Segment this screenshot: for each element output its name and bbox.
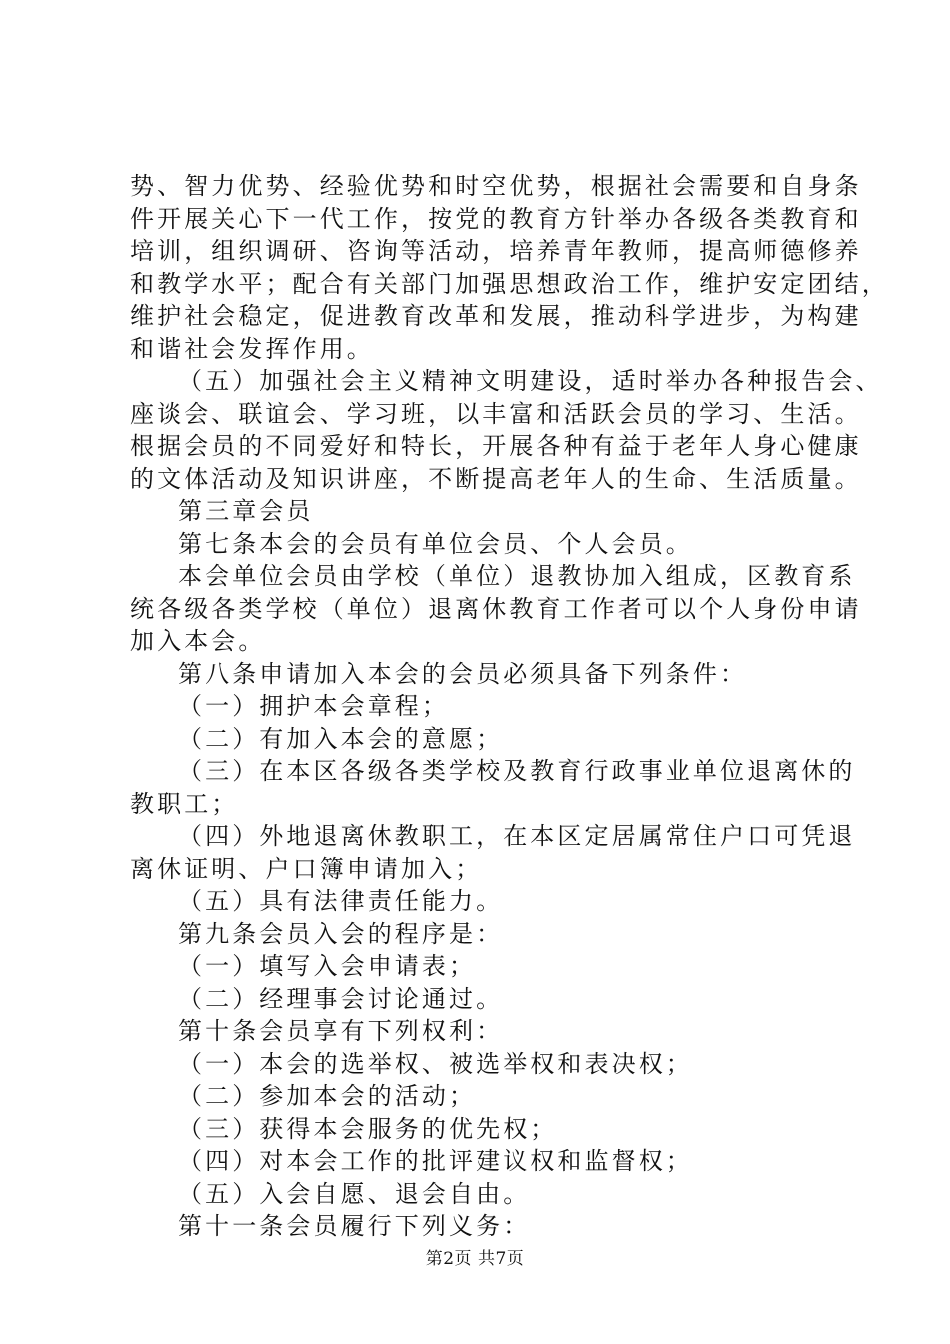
text-line: （二）经理事会讨论通过。 (178, 984, 504, 1013)
text-line: 根据会员的不同爱好和特长，开展各种有益于老年人身心健康 (130, 432, 862, 460)
text-line: 第十条会员享有下列权利： (178, 1017, 504, 1045)
text-line: （二）参加本会的活动； (178, 1082, 477, 1110)
text-line: （一）本会的选举权、被选举权和表决权； (178, 1049, 693, 1078)
text-line: （四）对本会工作的批评建议权和监督权； (178, 1147, 693, 1175)
text-line: （一）拥护本会章程； (178, 692, 449, 720)
document-body (130, 170, 889, 1243)
text-line: 和谐社会发挥作用。 (130, 334, 374, 363)
text-line: 第七条本会的会员有单位会员、个人会员。 (178, 529, 693, 558)
text-line: 第八条申请加入本会的会员必须具备下列条件： (178, 659, 748, 688)
text-line: 第九条会员入会的程序是： (178, 919, 504, 948)
text-line: 件开展关心下一代工作，按党的教育方针举办各级各类教育和 (130, 204, 862, 233)
text-line: 座谈会、联谊会、学习班，以丰富和活跃会员的学习、生活。 (130, 399, 862, 428)
text-line: （二）有加入本会的意愿； (178, 724, 504, 753)
text-line: （五）具有法律责任能力。 (178, 887, 504, 915)
text-line: 和教学水平；配合有关部门加强思想政治工作，维护安定团结， (130, 269, 889, 298)
text-line: 统各级各类学校（单位）退离休教育工作者可以个人身份申请 (130, 594, 862, 623)
page-footer: 第2页 共7页 (425, 1249, 525, 1269)
text-line: 维护社会稳定，促进教育改革和发展，推动科学进步，为构建 (130, 302, 862, 330)
text-line: （三）获得本会服务的优先权； (178, 1114, 558, 1143)
text-line: 加入本会。 (130, 627, 266, 655)
text-line: 离休证明、户口簿申请加入； (130, 854, 483, 883)
text-line: （五）入会自愿、退会自由。 (178, 1179, 531, 1208)
text-line: 第十一条会员履行下列义务： (178, 1212, 531, 1240)
text-line: 本会单位会员由学校（单位）退教协加入组成，区教育系 (178, 562, 856, 590)
text-line: 教职工； (130, 789, 239, 818)
text-line: 势、智力优势、经验优势和时空优势，根据社会需要和自身条 (130, 172, 862, 200)
text-line: 第三章会员 (178, 497, 314, 525)
text-line: （四）外地退离休教职工，在本区定居属常住户口可凭退 (178, 822, 856, 850)
text-line: 培训，组织调研、咨询等活动，培养青年教师，提高师德修养 (130, 237, 862, 265)
text-line: 的文体活动及知识讲座，不断提高老年人的生命、生活质量。 (130, 464, 862, 493)
text-line: （三）在本区各级各类学校及教育行政事业单位退离休的 (178, 757, 856, 785)
text-line: （五）加强社会主义精神文明建设，适时举办各种报告会、 (178, 367, 883, 395)
text-line: （一）填写入会申请表； (178, 952, 477, 980)
